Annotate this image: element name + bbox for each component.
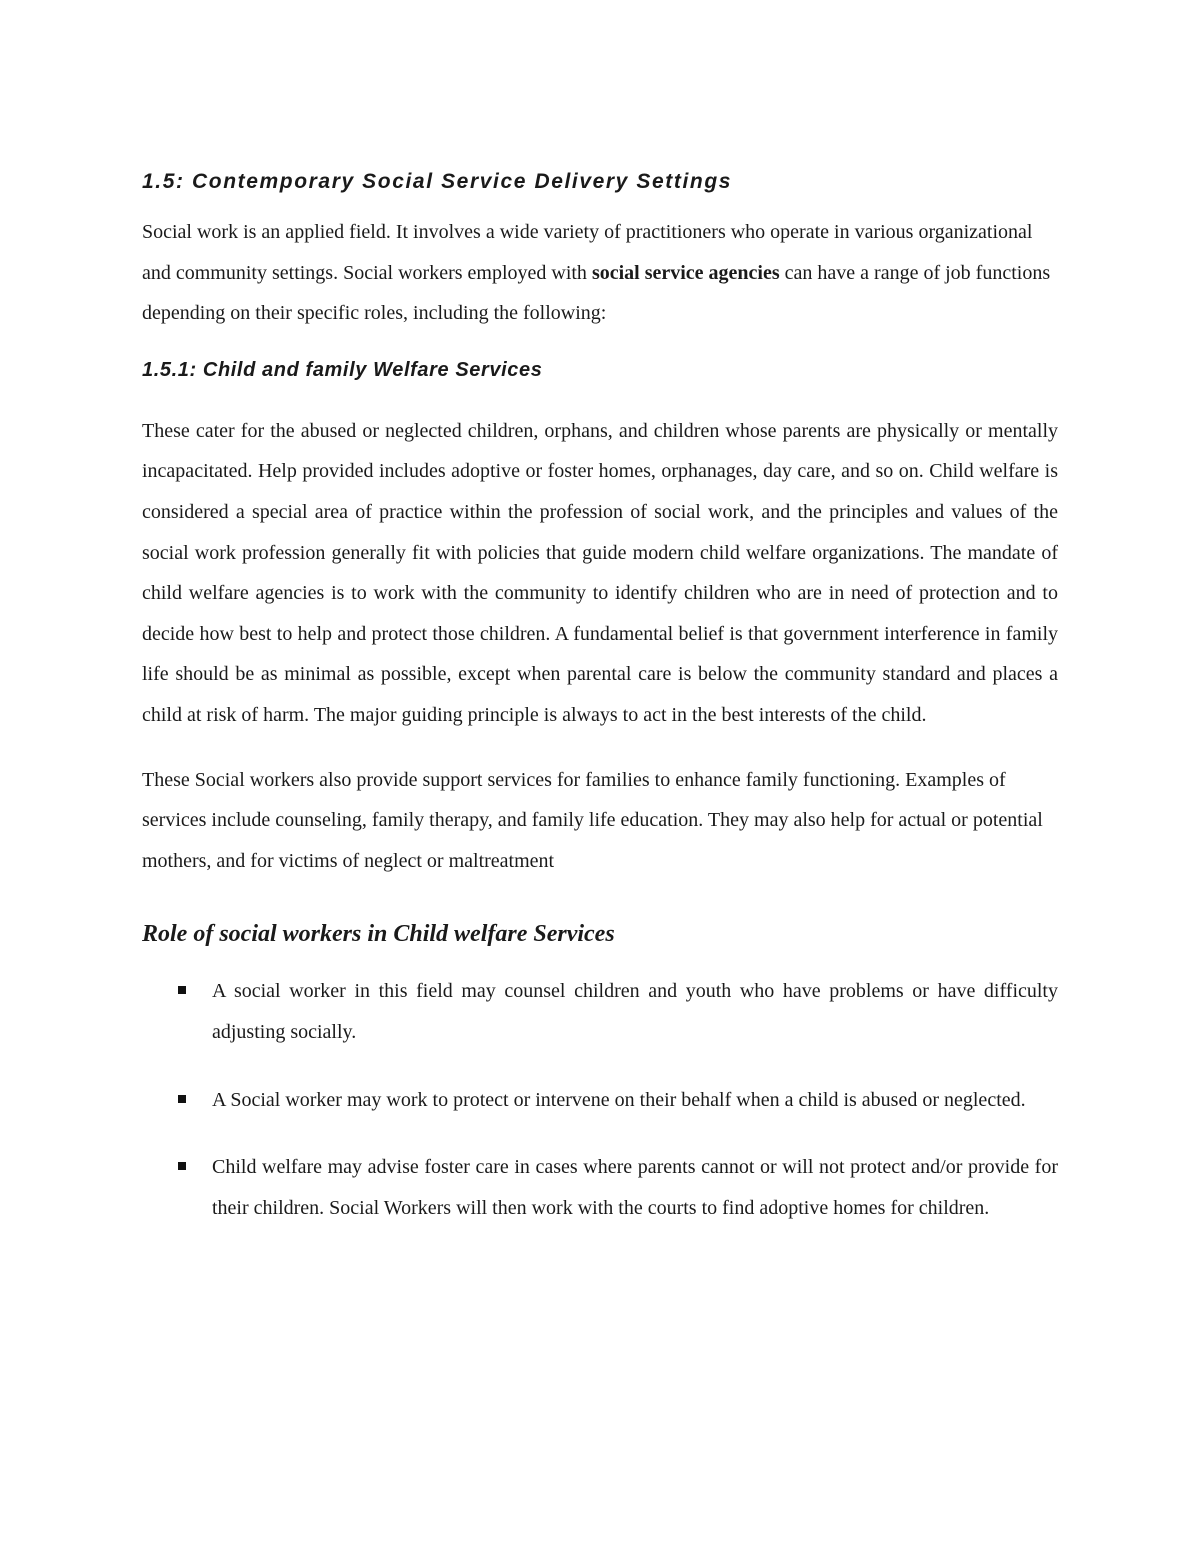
intro-text-part2: can have a range of job functions depending on their specific roles, including the following: xyxy=(142,261,1051,325)
list-item xyxy=(142,971,1058,1052)
roles-list xyxy=(142,971,1058,1228)
section-heading: 1.5: Contemporary Social Service Delivery Settings xyxy=(142,170,733,193)
list-item xyxy=(142,1080,1058,1121)
list-item xyxy=(142,1147,1058,1228)
roles-heading: Role of social workers in Child welfare Services xyxy=(142,921,615,948)
intro-text-part1: Social work is an applied field. It involves a wide variety of practitioners who operate in various organizational and community settings. Social workers employed with xyxy=(142,221,1033,284)
subsection-heading: 1.5.1: Child and family Welfare Services xyxy=(142,358,543,381)
intro-bold-term: social service agencies xyxy=(591,261,780,284)
document-content xyxy=(142,162,1058,1255)
list-item-text: A Social worker may work to protect or intervene on their behalf when a child is abused or neglected. xyxy=(212,1088,1026,1111)
paragraph-child-welfare: These cater for the abused or neglected children, orphans, and children whose parents are physically or mentally incapacitated. Help provided includes adoptive or foster homes, orphanages, day care, and so on. Child welfare is considered a special area of practice within the profession of social work, and the principles and values of the social work profession generally fit with policies that guide modern child welfare organizations. The mandate of child welfare agencies is to work with the community to identify children who are in need of protection and to decide how best to help and protect those children. A fundamental belief is that government interference in family life should be as minimal as possible, except when parental care is below the community standard and places a child at risk of harm. The major guiding principle is always to act in the best interests of the child. xyxy=(142,419,1058,726)
list-item-text: A social worker in this field may counsel children and youth who have problems or have difficulty adjusting socially. xyxy=(212,980,1058,1043)
paragraph-family-support: These Social workers also provide support services for families to enhance family functioning. Examples of services include counseling, family therapy, and family life education. They may also help for actual or potential mothers, and for victims of neglect or maltreatment xyxy=(142,768,1043,872)
square-bullet-icon xyxy=(178,986,186,994)
square-bullet-icon xyxy=(178,1162,186,1170)
list-item-text: Child welfare may advise foster care in cases where parents cannot or will not protect and/or provide for their children. Social Workers will then work with the courts to find adoptive homes for children. xyxy=(212,1156,1058,1219)
intro-paragraph xyxy=(142,212,1058,334)
square-bullet-icon xyxy=(178,1095,186,1103)
